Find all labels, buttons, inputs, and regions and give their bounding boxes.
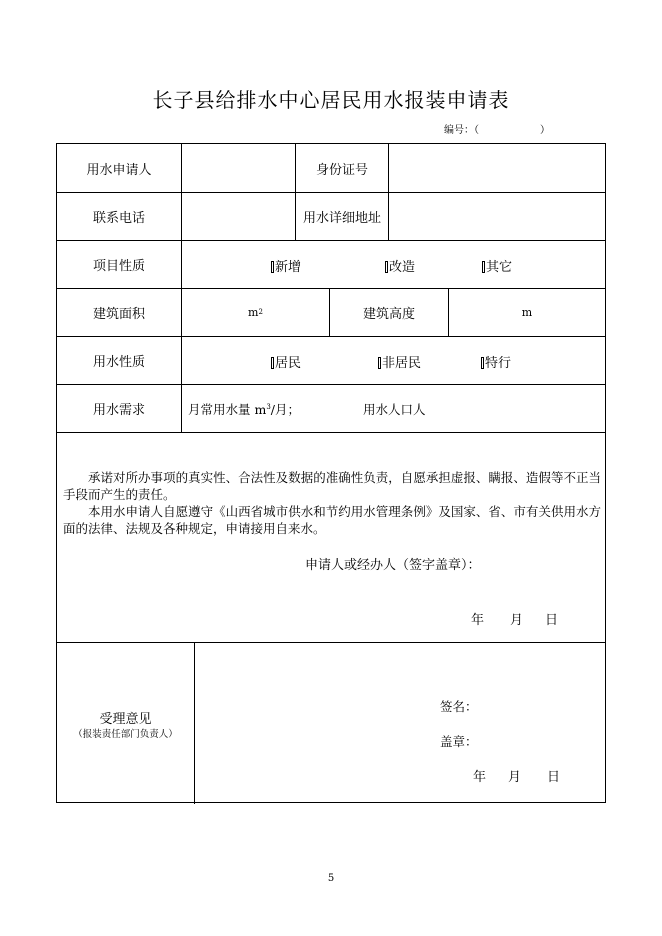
monthly-usage-exponent: 3	[266, 402, 271, 411]
acceptance-title: 受理意见	[99, 712, 152, 727]
row-divider	[57, 432, 605, 433]
project-type-label: 项目性质	[92, 258, 145, 274]
building-height-label: 建筑高度	[362, 306, 415, 322]
usage-option-label: 特行	[485, 356, 512, 371]
project-option-label: 其它	[486, 260, 513, 275]
column-divider	[194, 642, 195, 804]
application-form	[56, 143, 606, 803]
applicant-field[interactable]	[182, 144, 295, 192]
pledge-text	[63, 469, 601, 537]
row-divider	[57, 642, 605, 643]
id-number-field[interactable]	[389, 144, 605, 192]
monthly-usage-field[interactable]	[188, 400, 300, 418]
usage-type-label: 用水性质	[92, 354, 145, 370]
pledge-paragraph-2: 本用水申请人自愿遵守《山西省城市供水和节约用水管理条例》及国家、省、市有关供用水方面的法律、法规及各种规定，申请接用自来水。	[63, 504, 601, 536]
pledge-date-day: 日	[545, 613, 559, 628]
building-height-field[interactable]	[449, 288, 605, 336]
checkbox-icon	[482, 261, 485, 273]
checkbox-icon	[271, 357, 274, 369]
acceptance-date-day: 日	[547, 770, 561, 785]
page-number: 5	[327, 873, 335, 884]
area-unit: m	[248, 305, 259, 319]
usage-option-label: 居民	[275, 356, 302, 371]
checkbox-icon	[385, 261, 388, 273]
checkbox-icon	[378, 357, 381, 369]
serial-close: ）	[540, 125, 550, 136]
address-label: 用水详细地址	[302, 210, 381, 226]
water-demand-label: 用水需求	[92, 402, 145, 418]
monthly-usage-unit: /月；	[270, 402, 301, 417]
applicant-signature-label: 申请人或经办人（签字盖章）：	[305, 558, 481, 573]
id-number-label: 身份证号	[315, 162, 368, 178]
population-field[interactable]: 用水人口人	[363, 402, 426, 417]
pledge-paragraph-1: 承诺对所办事项的真实性、合法性及数据的准确性负责，自愿承担虚报、瞒报、造假等不正当手段而产生的责任。	[63, 470, 601, 502]
area-unit-exponent: 2	[258, 308, 263, 316]
applicant-label: 用水申请人	[86, 162, 152, 178]
acceptance-date-year: 年	[473, 770, 487, 785]
checkbox-icon	[271, 261, 274, 273]
usage-option-resident[interactable]	[271, 352, 301, 371]
acceptance-subtitle: （报装责任部门负责人）	[73, 729, 178, 740]
project-option-label: 新增	[275, 260, 302, 275]
document-title: 长子县给排水中心居民用水报装申请表	[152, 88, 510, 112]
serial-label: 编号：（	[444, 125, 479, 136]
acceptance-date-month: 月	[508, 770, 522, 785]
acceptance-sign-label: 签名：	[440, 699, 478, 714]
usage-option-label: 非居民	[382, 356, 422, 371]
project-option-label: 改造	[389, 260, 416, 275]
usage-option-nonresident[interactable]	[378, 352, 421, 371]
height-unit: m	[521, 305, 533, 319]
project-option-other[interactable]	[482, 256, 512, 275]
acceptance-seal-label: 盖章：	[440, 734, 478, 749]
building-area-field[interactable]	[182, 288, 329, 336]
project-option-new[interactable]	[271, 256, 301, 275]
pledge-date-month: 月	[510, 613, 524, 628]
project-option-renovate[interactable]	[385, 256, 415, 275]
address-field[interactable]	[389, 192, 605, 240]
phone-field[interactable]	[182, 192, 295, 240]
pledge-date-year: 年	[471, 613, 485, 628]
usage-option-special[interactable]	[481, 352, 511, 371]
phone-label: 联系电话	[92, 210, 145, 226]
monthly-usage-label: 月常用水量 m	[188, 402, 267, 417]
serial-number	[444, 121, 550, 136]
building-area-label: 建筑面积	[92, 306, 145, 322]
checkbox-icon	[481, 357, 484, 369]
